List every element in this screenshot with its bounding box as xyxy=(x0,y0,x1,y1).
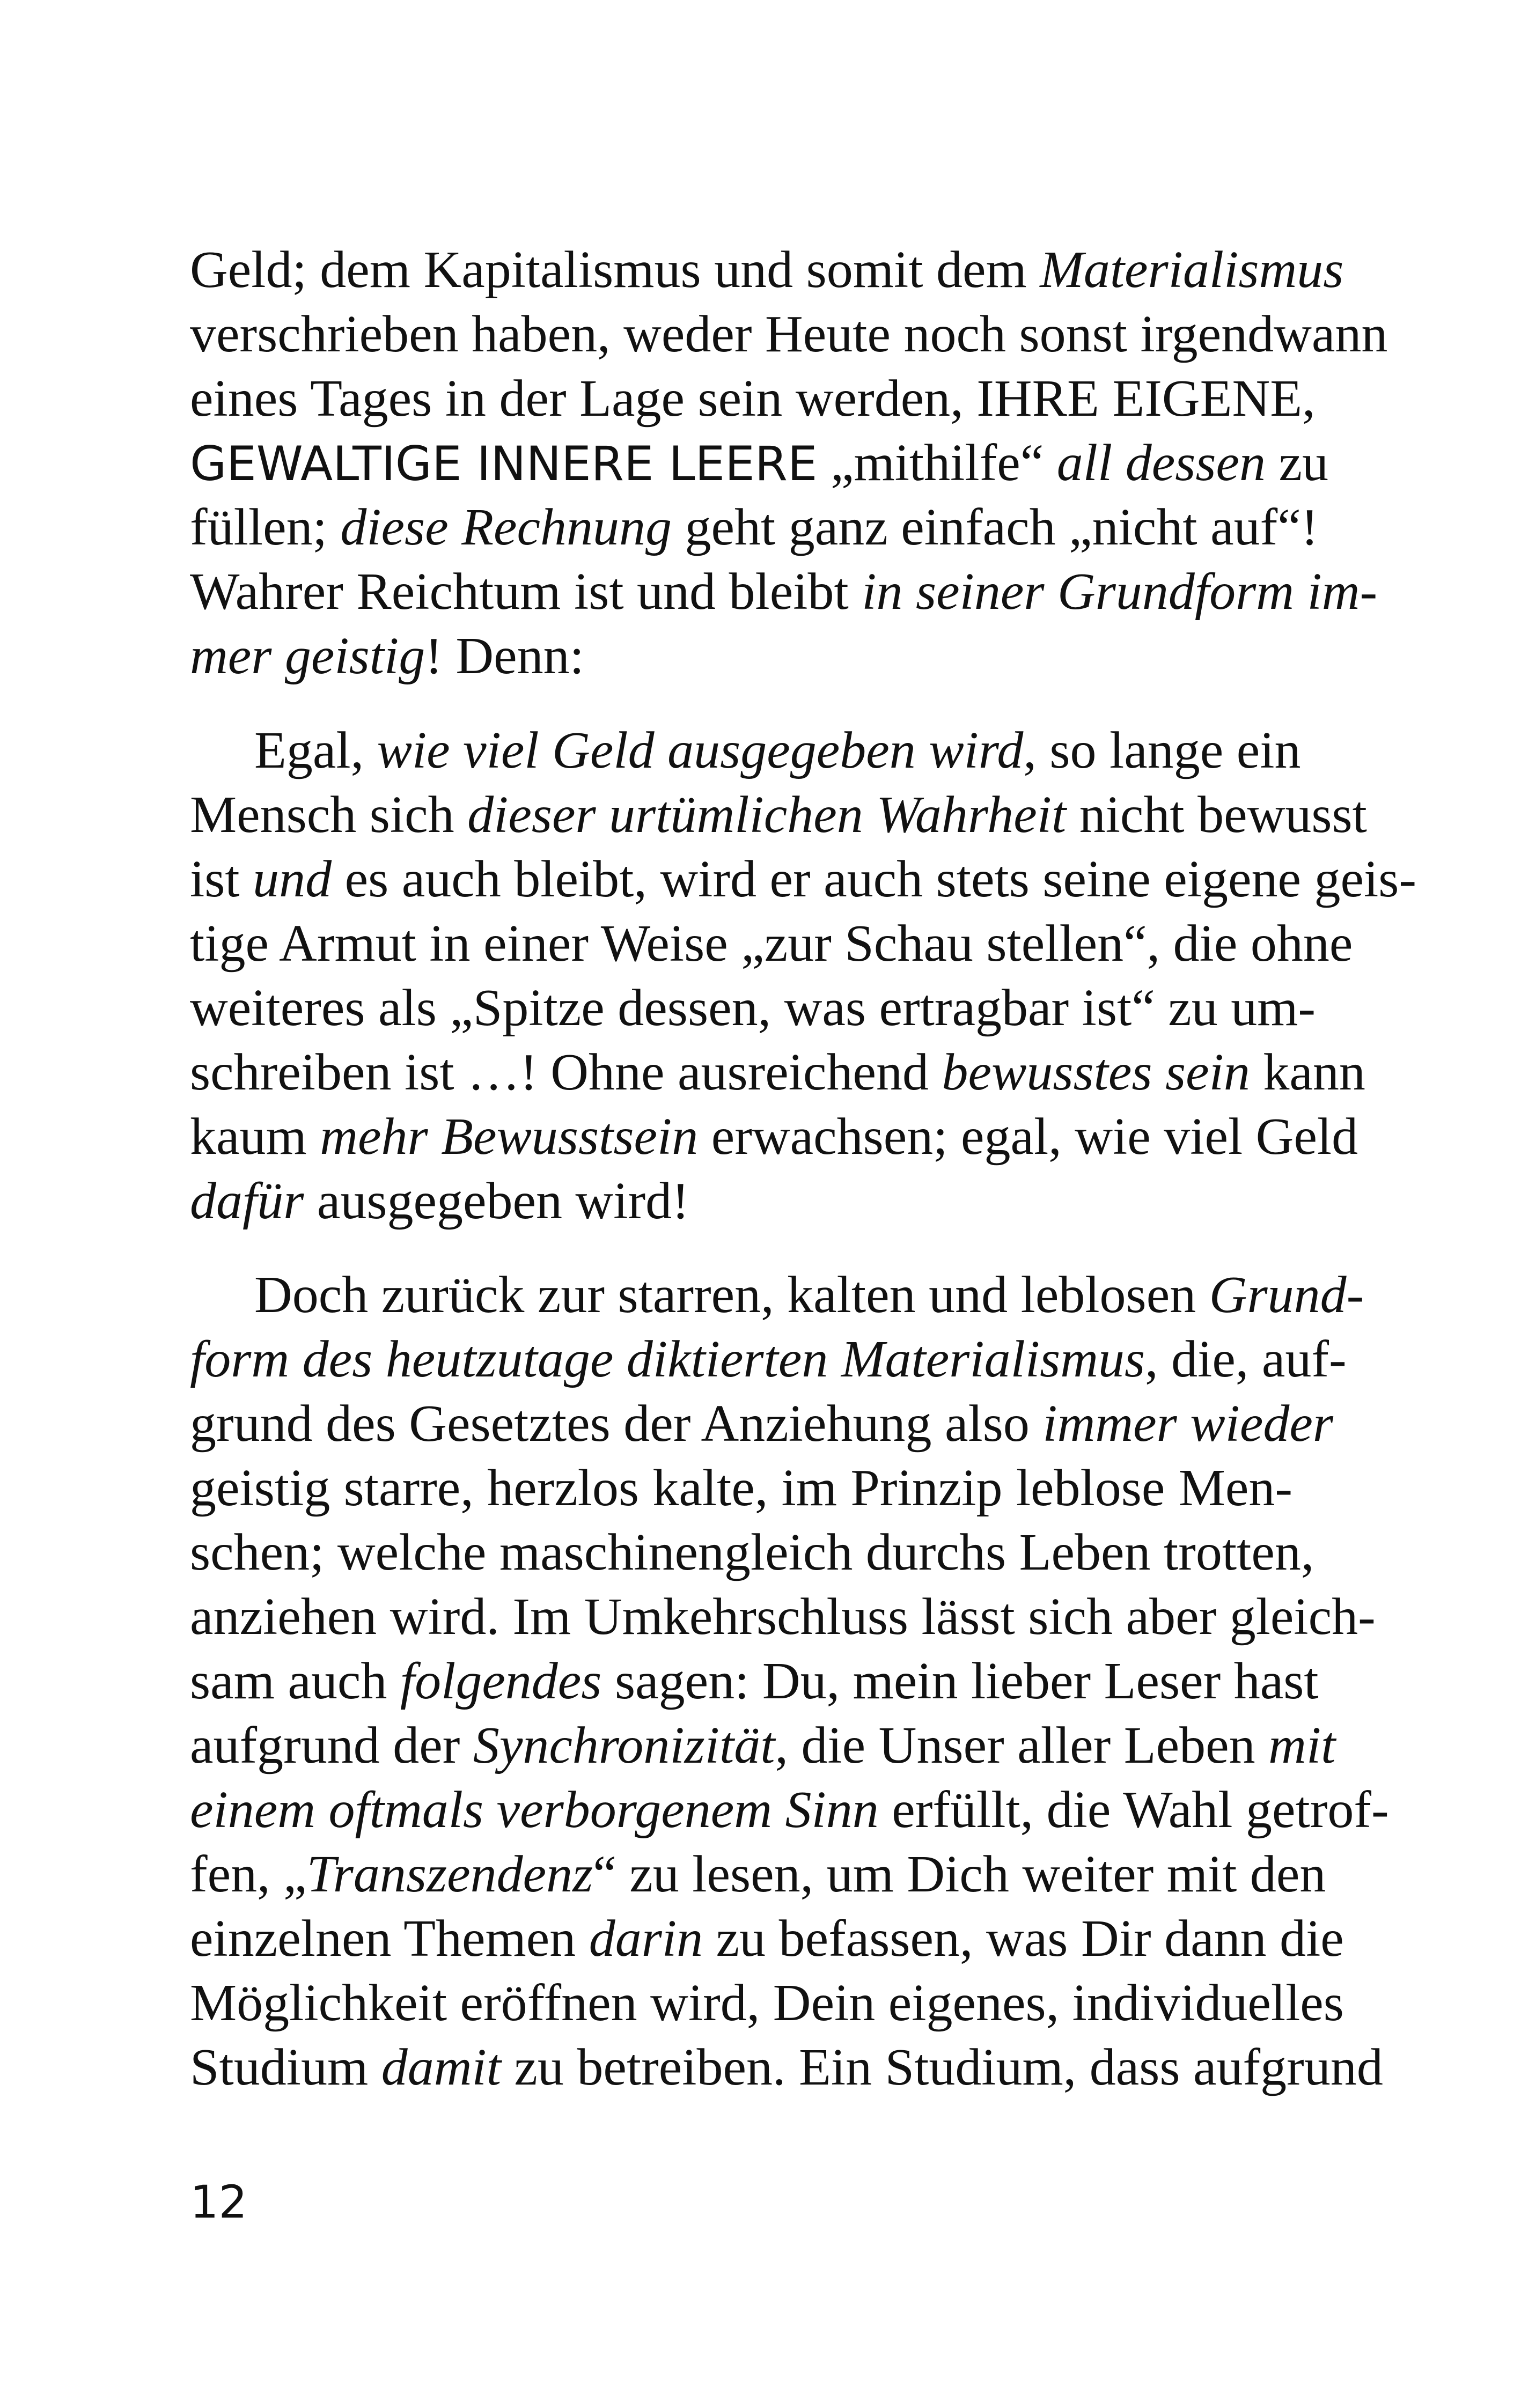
text-run: Möglichkeit eröffnen wird, Dein eigenes, individuelles xyxy=(190,1974,1344,2032)
italic-text-run: in seiner Grundform im- xyxy=(862,563,1378,621)
text-line xyxy=(190,1456,1292,1520)
italic-text-run: mehr Bewusstsein xyxy=(320,1108,699,1166)
text-line xyxy=(190,559,1378,624)
text-run: verschrieben haben, weder Heute noch sonst irgendwann xyxy=(190,305,1388,363)
italic-text-run: dafür xyxy=(190,1172,304,1230)
text-line xyxy=(190,1263,1364,1327)
italic-text-run: all dessen xyxy=(1056,434,1266,492)
paragraph-1 xyxy=(190,238,1388,688)
text-run: schreiben ist …! Ohne ausreichend xyxy=(190,1043,942,1101)
italic-text-run: einem oftmals verborgenem Sinn xyxy=(190,1781,879,1839)
italic-text-run: Transzendenz xyxy=(306,1845,593,1903)
text-line xyxy=(190,2035,1383,2100)
italic-text-run: darin xyxy=(589,1910,703,1968)
text-run: “ zu lesen, um Dich weiter mit den xyxy=(593,1845,1326,1903)
text-run: ist xyxy=(190,850,253,908)
page-number: 12 xyxy=(190,2176,247,2228)
italic-text-run: mer geistig xyxy=(190,627,425,685)
italic-text-run: und xyxy=(253,850,332,908)
text-run: es auch bleibt, wird er auch stets seine eigene geis- xyxy=(332,850,1416,908)
text-run: grund des Gesetztes der Anziehung also xyxy=(190,1395,1043,1453)
text-run: Studium xyxy=(190,2038,381,2096)
text-run: sam auch xyxy=(190,1652,400,1710)
text-run: GEWALTIGE INNERE LEERE xyxy=(190,436,818,491)
italic-text-run: immer wieder xyxy=(1042,1395,1333,1453)
italic-text-run: dieser urtümlichen Wahrheit xyxy=(467,786,1067,844)
text-line xyxy=(190,1906,1344,1971)
text-run: zu befassen, was Dir dann die xyxy=(703,1910,1344,1968)
italic-text-run: Materialismus xyxy=(1040,241,1344,299)
italic-text-run: bewusstes sein xyxy=(942,1043,1250,1101)
text-run: , die, auf- xyxy=(1145,1330,1347,1388)
paragraph-3 xyxy=(190,1263,1389,2100)
text-run: anziehen wird. Im Umkehrschluss lässt sich aber gleich- xyxy=(190,1588,1376,1646)
italic-text-run: damit xyxy=(381,2038,501,2096)
text-line xyxy=(190,1585,1376,1649)
text-line xyxy=(190,1713,1336,1778)
text-run: Doch zurück zur starren, kalten und leblosen xyxy=(254,1266,1209,1324)
text-line xyxy=(190,1520,1314,1585)
text-line xyxy=(190,495,1319,559)
text-line xyxy=(190,624,1292,688)
text-run: geistig starre, herzlos kalte, im Prinzip leblose Men- xyxy=(190,1459,1292,1517)
text-run: einzelnen Themen xyxy=(190,1910,589,1968)
text-line xyxy=(190,783,1367,847)
text-run: zu betreiben. Ein Studium, dass aufgrund xyxy=(501,2038,1383,2096)
text-run: , die Unser aller Leben xyxy=(775,1717,1269,1774)
text-run: Egal, xyxy=(254,721,377,779)
text-run: erfüllt, die Wahl getrof- xyxy=(878,1781,1389,1839)
text-line xyxy=(190,1104,1358,1169)
text-line xyxy=(190,1391,1333,1456)
text-line xyxy=(190,366,1316,431)
text-line xyxy=(190,302,1388,366)
text-line xyxy=(190,718,1301,783)
italic-text-run: wie viel Geld ausgegeben wird xyxy=(377,721,1024,779)
text-run: eines Tages in der Lage sein werden, IHRE EIGENE, xyxy=(190,370,1316,428)
text-line xyxy=(190,1649,1319,1713)
text-run: erwachsen; egal, wie viel Geld xyxy=(698,1108,1358,1166)
text-line xyxy=(190,1040,1365,1104)
italic-text-run: Synchronizität xyxy=(473,1717,775,1774)
text-run: „mithilfe“ xyxy=(817,434,1057,492)
text-run: sagen: Du, mein lieber Leser hast xyxy=(601,1652,1319,1710)
text-run: zu xyxy=(1265,434,1328,492)
text-run: geht ganz einfach „nicht auf“! xyxy=(672,498,1319,556)
italic-text-run: form des heutzutage diktierten Materialismus xyxy=(190,1330,1145,1388)
text-line xyxy=(190,1778,1389,1842)
text-run: kann xyxy=(1250,1043,1365,1101)
text-run: Mensch sich xyxy=(190,786,468,844)
text-line xyxy=(190,911,1353,976)
text-line xyxy=(190,431,1328,495)
text-run: schen; welche maschinengleich durchs Leben trotten, xyxy=(190,1523,1314,1581)
text-line xyxy=(190,1327,1347,1391)
paragraph-2 xyxy=(190,718,1416,1233)
text-line xyxy=(190,1971,1344,2035)
text-run: nicht bewusst xyxy=(1066,786,1367,844)
text-line xyxy=(190,1842,1326,1906)
text-run: aufgrund der xyxy=(190,1717,473,1774)
text-run: tige Armut in einer Weise „zur Schau stellen“, die ohne xyxy=(190,915,1353,973)
text-run: ! Denn: xyxy=(425,627,584,685)
text-run: Geld; dem Kapitalismus und somit dem xyxy=(190,241,1040,299)
text-run: füllen; xyxy=(190,498,341,556)
italic-text-run: Grund- xyxy=(1209,1266,1364,1324)
italic-text-run: folgendes xyxy=(400,1652,602,1710)
text-line xyxy=(190,1169,1292,1233)
text-run: , so lange ein xyxy=(1023,721,1301,779)
text-run: Wahrer Reichtum ist und bleibt xyxy=(190,563,862,621)
text-run: kaum xyxy=(190,1108,320,1166)
text-run: ausgegeben wird! xyxy=(304,1172,689,1230)
text-line xyxy=(190,847,1416,911)
text-line xyxy=(190,976,1316,1040)
italic-text-run: mit xyxy=(1268,1717,1336,1774)
text-run: weiteres als „Spitze dessen, was ertragbar ist“ zu um- xyxy=(190,979,1316,1037)
text-line xyxy=(190,238,1344,302)
italic-text-run: diese Rechnung xyxy=(340,498,672,556)
text-run: fen, „ xyxy=(190,1845,307,1903)
